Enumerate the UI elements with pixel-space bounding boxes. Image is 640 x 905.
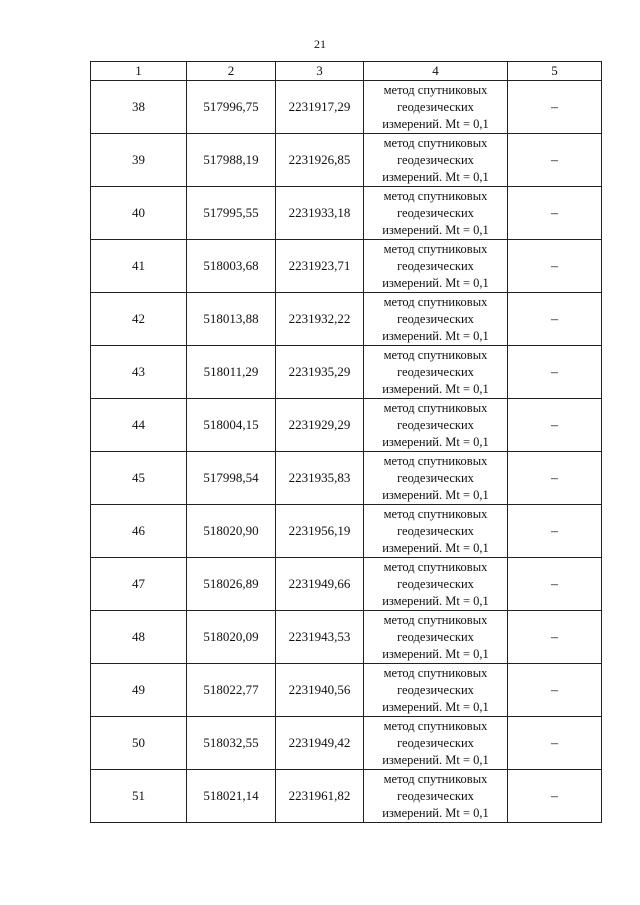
note-dash: – (551, 682, 558, 698)
method-text-line: метод спутниковых (383, 135, 488, 150)
x-coordinate-cell: 518021,14 (187, 770, 276, 823)
y-coordinate-cell: 2231923,71 (276, 240, 364, 293)
method-text-line: метод спутниковых (383, 347, 488, 362)
method-cell (364, 134, 508, 187)
note-cell (508, 346, 602, 399)
method-text-line: метод спутниковых (383, 294, 488, 309)
note-dash: – (551, 576, 558, 592)
method-text-line: измерений. Mt = 0,1 (382, 222, 489, 237)
table-row (91, 611, 602, 664)
x-coordinate-cell: 517988,19 (187, 134, 276, 187)
method-text-line: геодезических (397, 152, 474, 167)
method-text-line: метод спутниковых (383, 718, 488, 733)
method-text-line: метод спутниковых (383, 188, 488, 203)
method-text-line: метод спутниковых (383, 506, 488, 521)
note-cell (508, 505, 602, 558)
x-coordinate-cell: 518020,09 (187, 611, 276, 664)
point-number-cell: 43 (91, 346, 187, 399)
note-dash: – (551, 470, 558, 486)
method-cell (364, 187, 508, 240)
note-dash: – (551, 364, 558, 380)
y-coordinate-cell: 2231917,29 (276, 81, 364, 134)
method-text-line: измерений. Mt = 0,1 (382, 169, 489, 184)
y-coordinate-cell: 2231943,53 (276, 611, 364, 664)
method-text-line: геодезических (397, 99, 474, 114)
method-text-line: измерений. Mt = 0,1 (382, 699, 489, 714)
note-dash: – (551, 99, 558, 115)
y-coordinate-cell: 2231935,29 (276, 346, 364, 399)
method-text-line: измерений. Mt = 0,1 (382, 381, 489, 396)
note-cell (508, 664, 602, 717)
method-cell (364, 558, 508, 611)
note-dash: – (551, 152, 558, 168)
note-dash: – (551, 523, 558, 539)
method-text-line: метод спутниковых (383, 453, 488, 468)
point-number-cell: 39 (91, 134, 187, 187)
y-coordinate-cell: 2231929,29 (276, 399, 364, 452)
table-row (91, 505, 602, 558)
method-text-line: измерений. Mt = 0,1 (382, 275, 489, 290)
point-number-cell: 42 (91, 293, 187, 346)
method-text-line: геодезических (397, 682, 474, 697)
method-text-line: метод спутниковых (383, 400, 488, 415)
method-text-line: метод спутниковых (383, 612, 488, 627)
point-number-cell: 47 (91, 558, 187, 611)
column-header: 4 (364, 62, 508, 81)
y-coordinate-cell: 2231949,66 (276, 558, 364, 611)
method-cell (364, 346, 508, 399)
note-cell (508, 611, 602, 664)
table-row (91, 346, 602, 399)
x-coordinate-cell: 518004,15 (187, 399, 276, 452)
method-text-line: измерений. Mt = 0,1 (382, 646, 489, 661)
method-text-line: геодезических (397, 788, 474, 803)
method-text-line: измерений. Mt = 0,1 (382, 434, 489, 449)
method-text-line: геодезических (397, 205, 474, 220)
x-coordinate-cell: 518011,29 (187, 346, 276, 399)
y-coordinate-cell: 2231956,19 (276, 505, 364, 558)
table-row (91, 452, 602, 505)
note-cell (508, 717, 602, 770)
method-text-line: геодезических (397, 735, 474, 750)
method-text-line: геодезических (397, 470, 474, 485)
note-dash: – (551, 788, 558, 804)
table-row (91, 293, 602, 346)
table-row (91, 81, 602, 134)
x-coordinate-cell: 517998,54 (187, 452, 276, 505)
method-text-line: метод спутниковых (383, 82, 488, 97)
note-cell (508, 452, 602, 505)
table-row (91, 187, 602, 240)
method-text-line: геодезических (397, 364, 474, 379)
method-text-line: метод спутниковых (383, 771, 488, 786)
point-number-cell: 41 (91, 240, 187, 293)
x-coordinate-cell: 518020,90 (187, 505, 276, 558)
y-coordinate-cell: 2231933,18 (276, 187, 364, 240)
method-cell (364, 505, 508, 558)
point-number-cell: 50 (91, 717, 187, 770)
method-text-line: измерений. Mt = 0,1 (382, 328, 489, 343)
method-text-line: геодезических (397, 417, 474, 432)
method-cell (364, 611, 508, 664)
method-cell (364, 293, 508, 346)
point-number-cell: 51 (91, 770, 187, 823)
table-row (91, 240, 602, 293)
method-cell (364, 81, 508, 134)
method-text-line: метод спутниковых (383, 665, 488, 680)
method-cell (364, 240, 508, 293)
table-row (91, 770, 602, 823)
method-text-line: геодезических (397, 576, 474, 591)
y-coordinate-cell: 2231940,56 (276, 664, 364, 717)
note-cell (508, 293, 602, 346)
point-number-cell: 45 (91, 452, 187, 505)
x-coordinate-cell: 518022,77 (187, 664, 276, 717)
table-row (91, 717, 602, 770)
method-cell (364, 452, 508, 505)
column-header: 3 (276, 62, 364, 81)
column-header: 5 (508, 62, 602, 81)
column-header: 1 (91, 62, 187, 81)
note-cell (508, 81, 602, 134)
point-number-cell: 38 (91, 81, 187, 134)
method-text-line: измерений. Mt = 0,1 (382, 540, 489, 555)
method-cell (364, 399, 508, 452)
note-cell (508, 558, 602, 611)
note-dash: – (551, 735, 558, 751)
table-row (91, 558, 602, 611)
coordinates-table (90, 61, 602, 823)
method-text-line: геодезических (397, 629, 474, 644)
point-number-cell: 46 (91, 505, 187, 558)
point-number-cell: 40 (91, 187, 187, 240)
x-coordinate-cell: 518003,68 (187, 240, 276, 293)
table-row (91, 664, 602, 717)
table-row (91, 134, 602, 187)
point-number-cell: 48 (91, 611, 187, 664)
y-coordinate-cell: 2231935,83 (276, 452, 364, 505)
note-cell (508, 399, 602, 452)
x-coordinate-cell: 518026,89 (187, 558, 276, 611)
point-number-cell: 44 (91, 399, 187, 452)
method-cell (364, 717, 508, 770)
note-dash: – (551, 629, 558, 645)
method-text-line: геодезических (397, 258, 474, 273)
x-coordinate-cell: 517996,75 (187, 81, 276, 134)
method-cell (364, 770, 508, 823)
method-text-line: метод спутниковых (383, 241, 488, 256)
y-coordinate-cell: 2231926,85 (276, 134, 364, 187)
method-text-line: измерений. Mt = 0,1 (382, 116, 489, 131)
note-dash: – (551, 258, 558, 274)
note-cell (508, 187, 602, 240)
x-coordinate-cell: 518013,88 (187, 293, 276, 346)
page-number: 21 (314, 37, 326, 51)
y-coordinate-cell: 2231949,42 (276, 717, 364, 770)
method-text-line: метод спутниковых (383, 559, 488, 574)
point-number-cell: 49 (91, 664, 187, 717)
x-coordinate-cell: 517995,55 (187, 187, 276, 240)
note-cell (508, 240, 602, 293)
table-header-row (91, 62, 602, 81)
method-text-line: измерений. Mt = 0,1 (382, 752, 489, 767)
note-cell (508, 770, 602, 823)
method-text-line: геодезических (397, 523, 474, 538)
column-header: 2 (187, 62, 276, 81)
note-dash: – (551, 205, 558, 221)
x-coordinate-cell: 518032,55 (187, 717, 276, 770)
note-dash: – (551, 417, 558, 433)
method-text-line: измерений. Mt = 0,1 (382, 487, 489, 502)
y-coordinate-cell: 2231961,82 (276, 770, 364, 823)
method-text-line: измерений. Mt = 0,1 (382, 593, 489, 608)
table-row (91, 399, 602, 452)
method-text-line: геодезических (397, 311, 474, 326)
y-coordinate-cell: 2231932,22 (276, 293, 364, 346)
method-text-line: измерений. Mt = 0,1 (382, 805, 489, 820)
note-dash: – (551, 311, 558, 327)
method-cell (364, 664, 508, 717)
table-body (91, 81, 602, 823)
note-cell (508, 134, 602, 187)
